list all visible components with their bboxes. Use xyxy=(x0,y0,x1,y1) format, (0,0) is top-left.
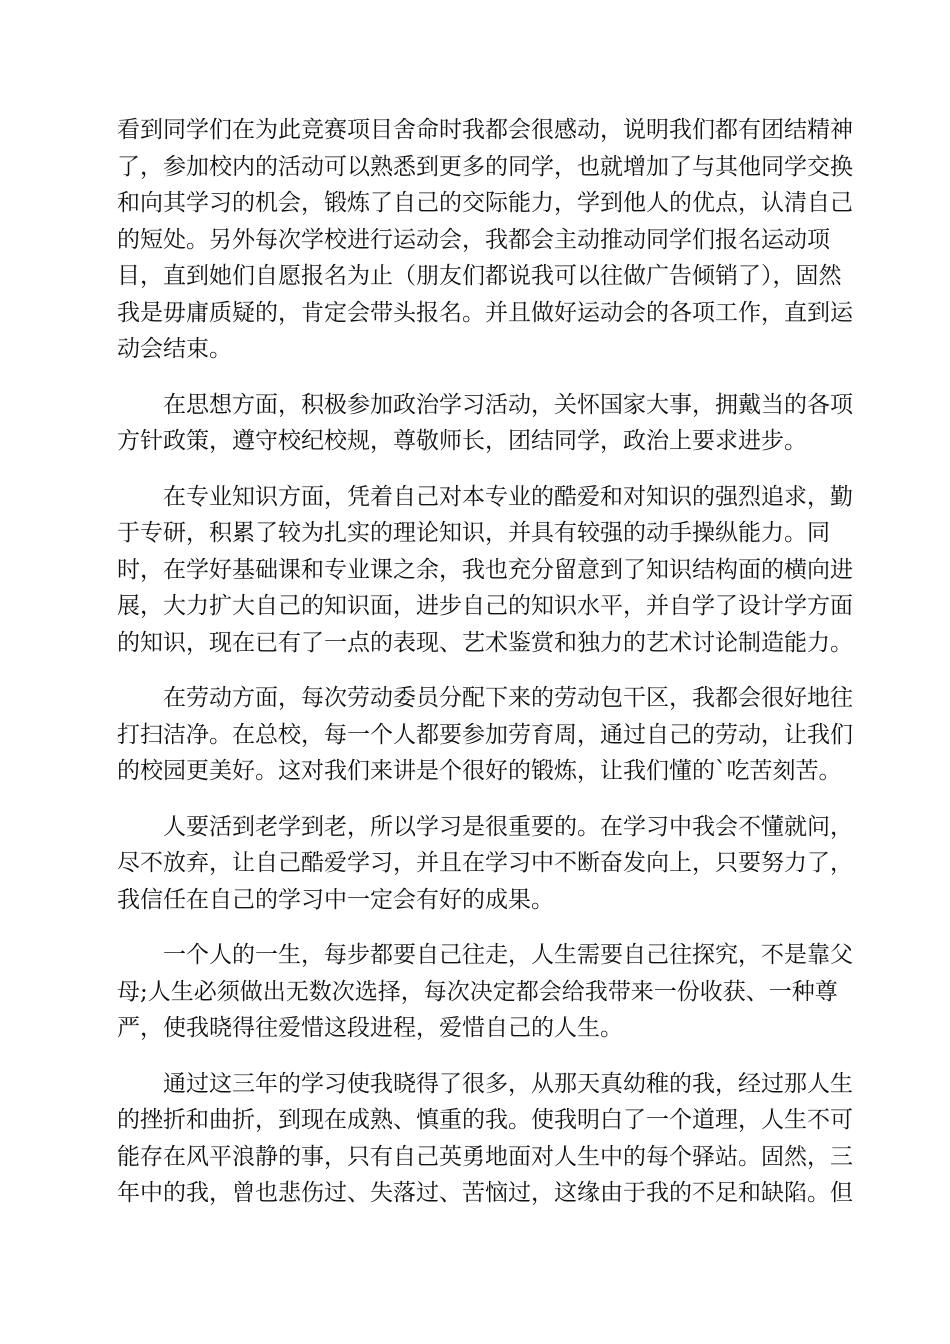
text-line: 在劳动方面，每次劳动委员分配下来的劳动包干区，我都会很好地往 xyxy=(163,685,853,711)
text-line: 在思想方面，积极参加政治学习活动，关怀国家大事，拥戴当的各项 xyxy=(163,391,853,418)
text-line: 在专业知识方面，凭着自己对本专业的酷爱和对知识的强烈追求，勤 xyxy=(163,483,853,510)
text-line: 和向其学习的机会，锻炼了自己的交际能力，学到他人的优点，认清自己 xyxy=(117,190,853,216)
paragraph-4 xyxy=(117,680,853,790)
text-line: 尽不放弃，让自己酷爱学习，并且在学习中不断奋发向上，只要努力了， xyxy=(117,850,853,876)
text-line: 通过这三年的学习使我晓得了很多，从那天真幼稚的我，经过那人生 xyxy=(163,1070,853,1097)
text-line: 目，直到她们自愿报名为止（朋友们都说我可以往做广告倾销了），固然 xyxy=(117,263,842,289)
text-line: 一个人的一生，每步都要自己往走，人生需要自己往探究，不是靠父 xyxy=(163,942,853,968)
text-line: 人要活到老学到老，所以学习是很重要的。在学习中我会不懂就问， xyxy=(163,813,853,840)
paragraph-6 xyxy=(117,937,853,1047)
paragraph-2 xyxy=(117,387,853,460)
text-line: 母;人生必须做出无数次选择，每次决定都会给我带来一份收获、一种尊 xyxy=(117,978,838,1005)
text-line: 我信任在自己的学习中一定会有好的成果。 xyxy=(117,886,554,913)
text-line: 方针政策，遵守校纪校规，尊敬师长，团结同学，政治上要求进步。 xyxy=(117,428,807,454)
text-line: 年中的我，曾也悲伤过、失落过、苦恼过，这缘由于我的不足和缺陷。但 xyxy=(117,1180,853,1206)
paragraph-1 xyxy=(117,112,853,368)
text-line: 了，参加校内的活动可以熟悉到更多的同学，也就增加了与其他同学交换 xyxy=(117,153,853,180)
text-line: 的短处。另外每次学校进行运动会，我都会主动推动同学们报名运动项 xyxy=(117,226,830,253)
text-line: 我是毋庸质疑的，肯定会带头报名。并且做好运动会的各项工作，直到运 xyxy=(117,299,853,326)
paragraph-3 xyxy=(117,479,853,662)
text-line: 动会结束。 xyxy=(117,336,232,362)
text-line: 严，使我晓得往爱惜这段进程，爱惜自己的人生。 xyxy=(117,1015,623,1041)
text-line: 的挫折和曲折，到现在成熟、慎重的我。使我明白了一个道理，人生不可 xyxy=(117,1107,853,1133)
document-page xyxy=(117,112,853,1231)
text-line: 能存在风平浪静的事，只有自己英勇地面对人生中的每个驿站。固然，三 xyxy=(117,1143,853,1170)
text-line: 打扫洁净。在总校，每一个人都要参加劳育周，通过自己的劳动，让我们 xyxy=(117,721,853,748)
text-line: 看到同学们在为此竞赛项目舍命时我都会很感动，说明我们都有团结精神 xyxy=(117,117,853,143)
text-line: 于专研，积累了较为扎实的理论知识，并具有较强的动手操纵能力。同 xyxy=(117,520,830,546)
text-line: 展，大力扩大自己的知识面，进步自己的知识水平，并自学了设计学方面 xyxy=(117,593,853,619)
text-line: 的校园更美好。这对我们来讲是个很好的锻炼，让我们懂的`吃苦刻苦。 xyxy=(117,758,842,784)
text-line: 时，在学好基础课和专业课之余，我也充分留意到了知识结构面的横向进 xyxy=(117,556,853,583)
text-line: 的知识，现在已有了一点的表现、艺术鉴赏和独力的艺术讨论制造能力。 xyxy=(117,629,853,656)
paragraph-7 xyxy=(117,1066,853,1212)
paragraph-5 xyxy=(117,809,853,919)
